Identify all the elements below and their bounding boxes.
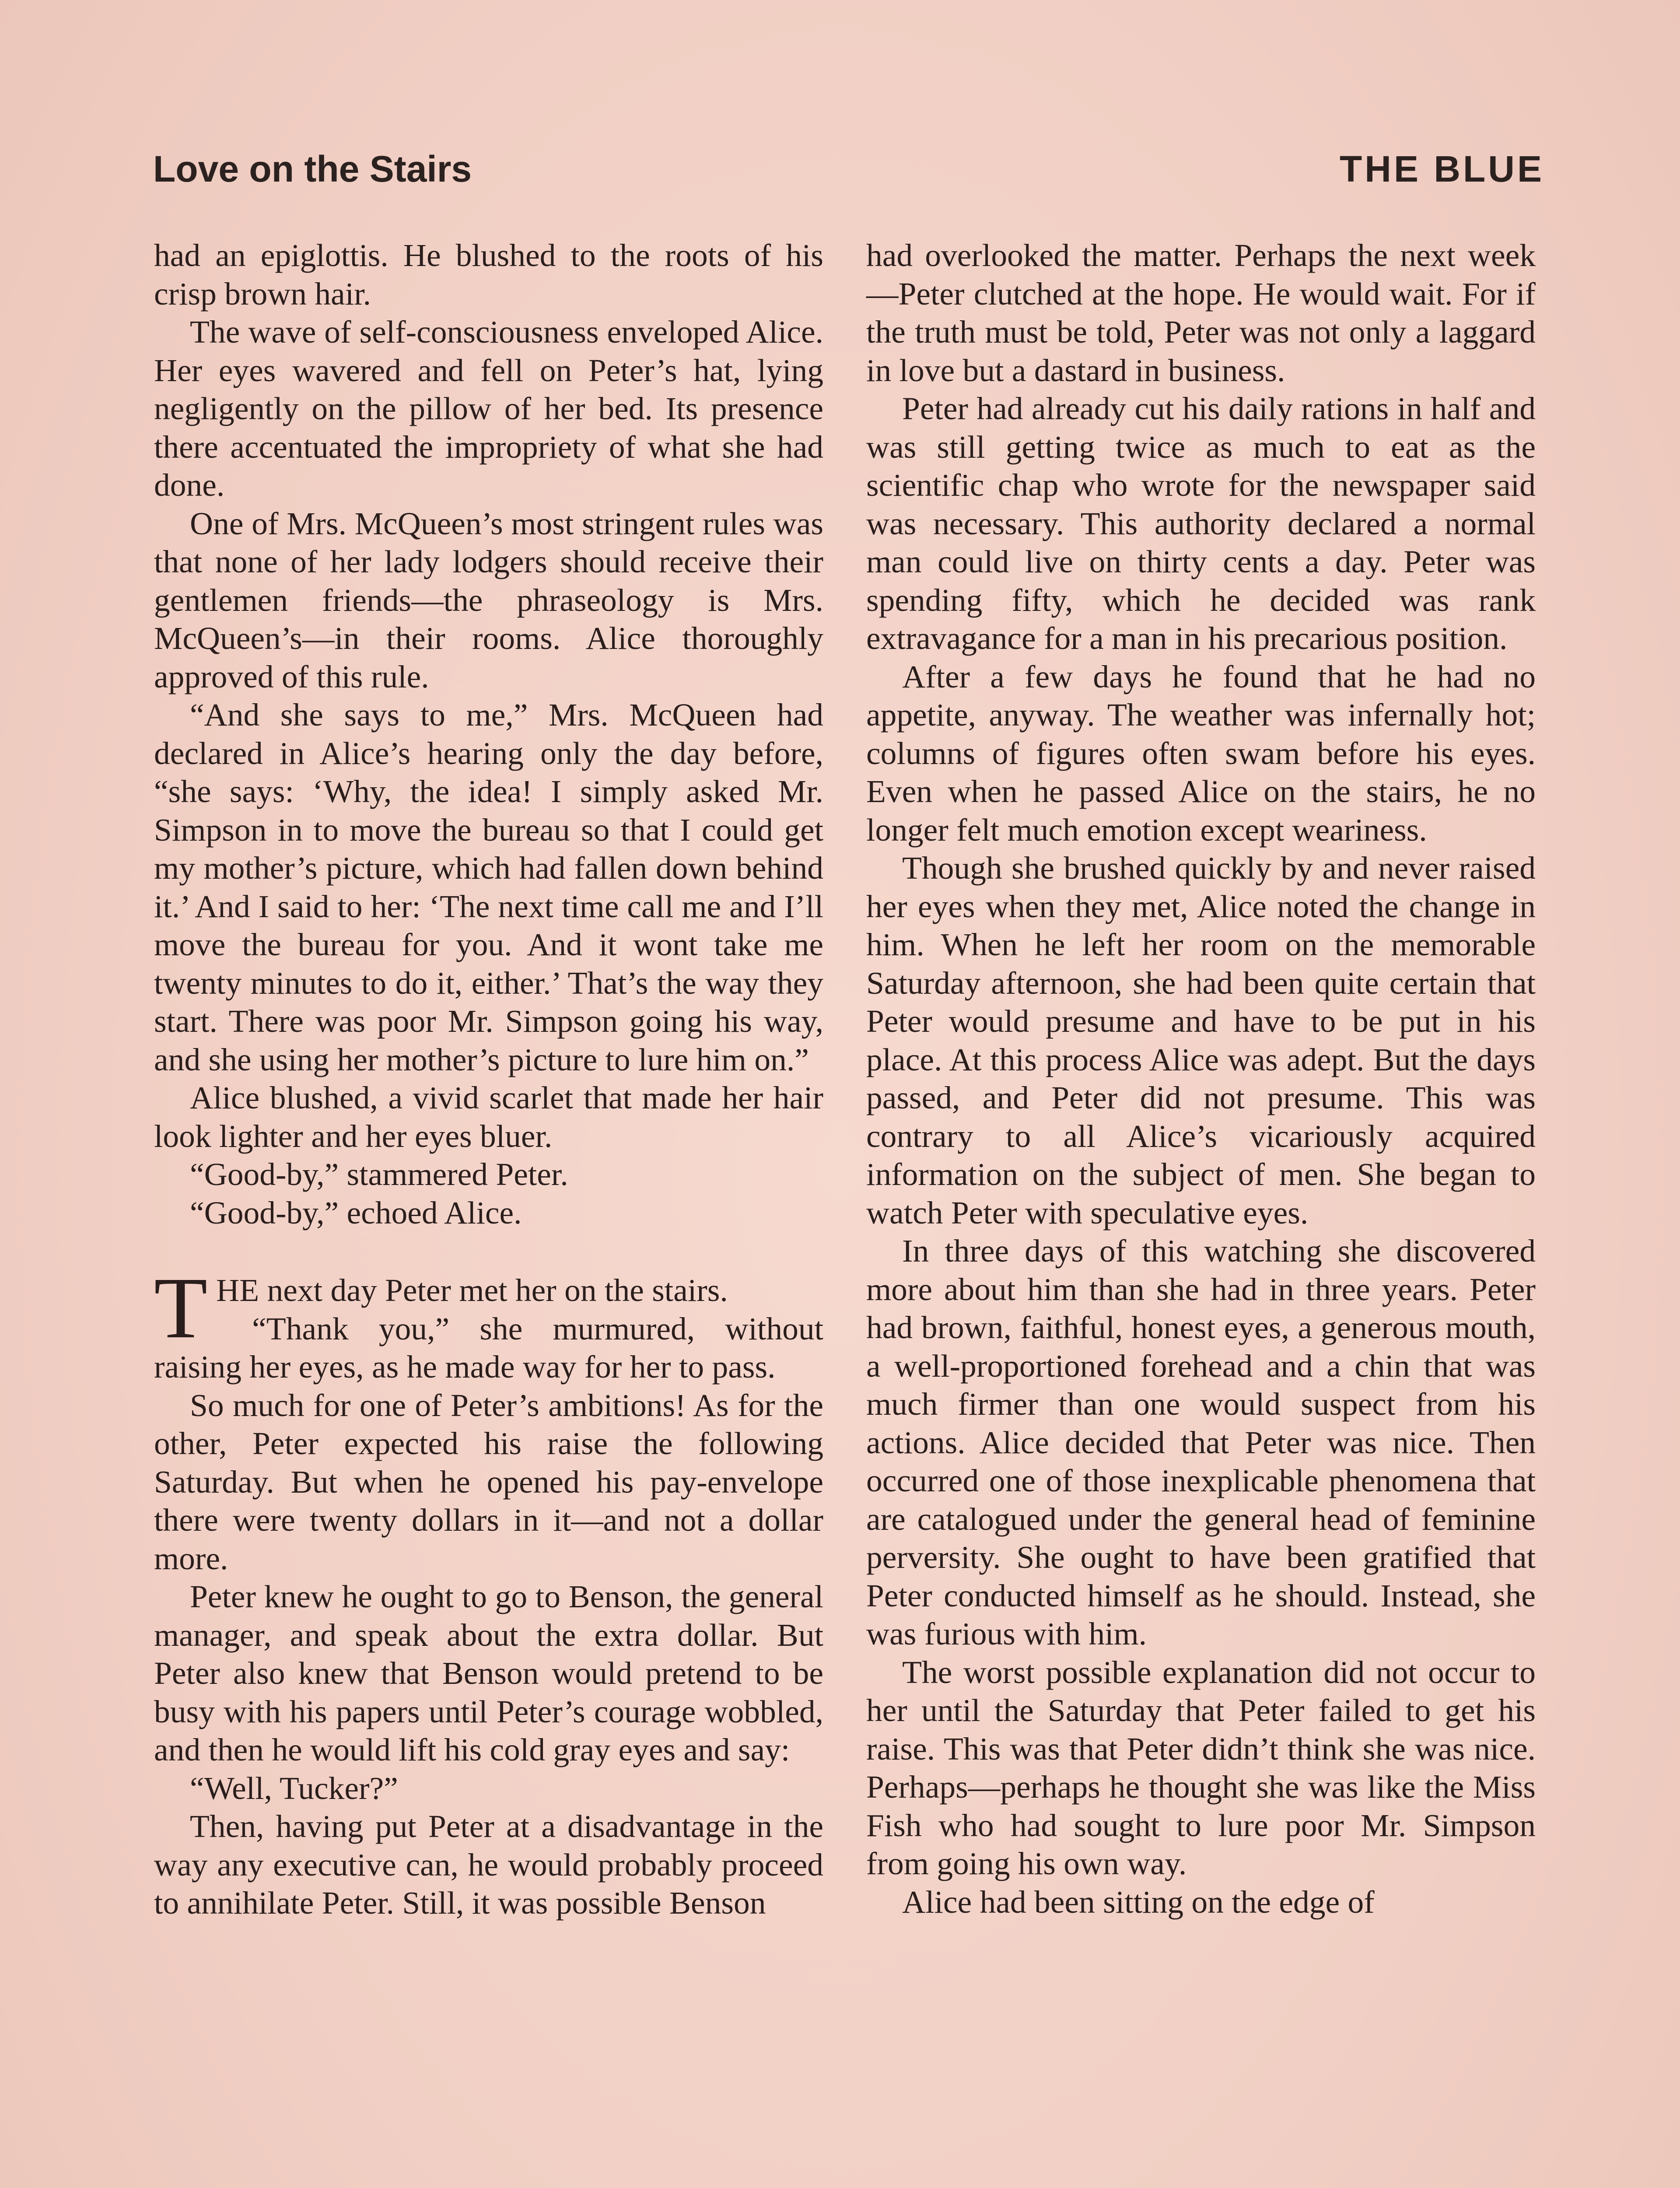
story-title: Love on the Stairs: [153, 148, 472, 189]
paragraph: “Thank you,” she murmured, without raising her eyes, as he made way for her to pass.: [154, 1311, 823, 1385]
paragraph: had overlooked the matter. Perhaps the next week—Peter clutched at the hope. He would wait. For if the truth must be told, Peter was not only a laggard in love but a dastard in business.: [866, 238, 1536, 388]
paragraph: The worst possible explanation did not occur to her until the Saturday that Peter failed to get his raise. This was that Peter didn’t think she was nice. Perhaps—perhaps he thought she was like the Miss Fish who had sought to lure poor Mr. Simpson from going his own way.: [866, 1654, 1536, 1881]
paragraph: Peter knew he ought to go to Benson, the general manager, and speak about the extra dollar. But Peter also knew that Benson would pretend to be busy with his papers until Peter’s courage wobbled, and then he would lift his cold gray eyes and say:: [154, 1579, 823, 1767]
paragraph: Peter had already cut his daily rations in half and was still getting twice as much to eat as the scientific chap who wrote for the newspaper said was necessary. This authority declared a normal man could live on thirty cents a day. Peter was spending fifty, which he decided was rank extravagance for a man in his precarious position.: [866, 391, 1536, 656]
paragraph: Alice had been sitting on the edge of: [902, 1884, 1375, 1920]
paragraph: The wave of self-consciousness enveloped Alice. Her eyes wavered and fell on Peter’s hat, lying negligently on the pillow of her bed. Its presence there accentuated the impropriety of what she had done.: [154, 314, 823, 503]
paragraph: Then, having put Peter at a disadvantage in the way any executive can, he would probably proceed to annihilate Peter. Still, it was possible Benson: [154, 1809, 823, 1921]
paragraph: “Well, Tucker?”: [190, 1770, 398, 1806]
paragraph: had an epiglottis. He blushed to the roots of his crisp brown hair.: [154, 238, 823, 312]
section-opening-text: HE next day Peter met her on the stairs.: [216, 1273, 728, 1308]
paragraph: “Good-by,” echoed Alice.: [190, 1195, 522, 1231]
paragraph: One of Mrs. McQueen’s most stringent rules was that none of her lady lodgers should receive their gentlemen friends—the phraseology is Mrs. McQueen’s—in their rooms. Alice thoroughly approved of this rule.: [154, 505, 823, 694]
paragraph: “And she says to me,” Mrs. McQueen had declared in Alice’s hearing only the day before, “she says: ‘Why, the idea! I simply asked Mr. Simpson in to move the bureau so that I could get my mother’s picture, which had fallen down behind it.’ And I said to her: ‘The next time call me and I’ll move the bureau for you. And it wont take me twenty minutes to do it, either.’ That’s the way they start. There was poor Mr. Simpson going his way, and she using her mother’s picture to lure him on.”: [154, 697, 823, 1077]
paragraph: After a few days he found that he had no appetite, anyway. The weather was infernally hot; columns of figures often swam before his eyes. Even when he passed Alice on the stairs, he no longer felt much emotion except weariness.: [866, 659, 1536, 848]
drop-cap: T: [154, 1260, 208, 1357]
paragraph: In three days of this watching she discovered more about him than she had in three years. Peter had brown, faithful, honest eyes, a generous mouth, a well-proportioned forehead and a chin that was much firmer than one would suspect from his actions. Alice decided that Peter was nice. Then occurred one of those inexplicable phenomena that are catalogued under the general head of feminine perversity. She ought to have been gratified that Peter conducted himself as he should. Instead, she was furious with him.: [866, 1233, 1536, 1652]
right-text-column: [866, 236, 1536, 1921]
paragraph: Though she brushed quickly by and never raised her eyes when they met, Alice noted the change in him. When he left her room on the memorable Saturday afternoon, she had been quite certain that Peter would presume and have to be put in his place. At this process Alice was adept. But the days passed, and Peter did not presume. This was contrary to all Alice’s vicariously acquired information on the subject of men. She began to watch Peter with speculative eyes.: [866, 850, 1536, 1231]
magazine-title: THE BLUE: [1340, 148, 1544, 189]
paragraph: “Good-by,” stammered Peter.: [190, 1157, 568, 1192]
left-text-column: [154, 236, 823, 1922]
paragraph: So much for one of Peter’s ambitions! As for the other, Peter expected his raise the following Saturday. But when he opened his pay-envelope there were twenty dollars in it—and not a dollar more.: [154, 1387, 823, 1576]
paragraph: Alice blushed, a vivid scarlet that made her hair look lighter and her eyes bluer.: [154, 1080, 823, 1154]
